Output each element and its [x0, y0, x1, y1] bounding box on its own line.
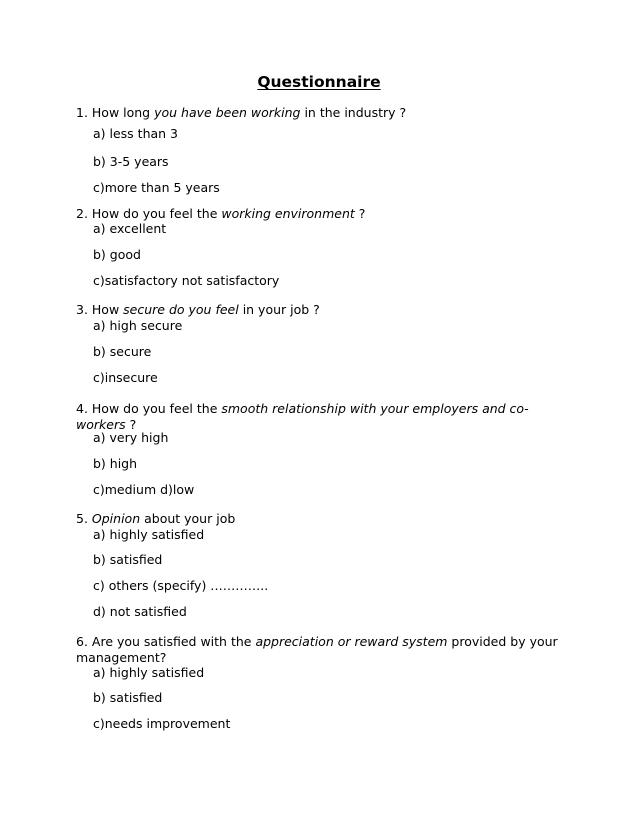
option-1c: c)more than 5 years [93, 180, 220, 195]
question-text: 3. How [76, 302, 124, 317]
question-emphasis: Opinion [91, 511, 141, 526]
page-title: Questionnaire [257, 73, 381, 91]
question-text: provided by your management? [76, 634, 558, 665]
question-text: 6. Are you satisfied with the [76, 634, 256, 649]
question-2 [76, 206, 566, 222]
option-1a: a) less than 3 [93, 126, 179, 141]
option-3a: a) high secure [93, 318, 183, 333]
question-text: ? [354, 206, 366, 221]
option-6c: c)needs improvement [93, 716, 231, 731]
question-text: 1. How long [76, 105, 155, 120]
option-3c: c)insecure [93, 370, 158, 385]
option-4b: b) high [93, 456, 138, 471]
question-emphasis: working environment [221, 206, 355, 221]
option-5b: b) satisfied [93, 552, 163, 567]
question-5 [76, 511, 566, 527]
option-6b: b) satisfied [93, 690, 163, 705]
option-4c: c)medium d)low [93, 482, 195, 497]
question-text: in your job ? [238, 302, 320, 317]
option-3b: b) secure [93, 344, 152, 359]
question-text: in the industry ? [300, 105, 407, 120]
option-2a: a) excellent [93, 221, 167, 236]
question-emphasis: you have been working [154, 105, 301, 120]
question-emphasis: smooth relationship with your employers and co-workers [76, 401, 529, 432]
question-text: 5. [76, 511, 92, 526]
question-emphasis: secure do you feel [123, 302, 239, 317]
question-6 [76, 634, 566, 666]
question-text: ? [125, 417, 137, 432]
option-5a: a) highly satisfied [93, 527, 205, 542]
question-text: 4. How do you feel the [76, 401, 222, 416]
question-text: about your job [140, 511, 236, 526]
option-2c: c)satisfactory not satisfactory [93, 273, 280, 288]
question-emphasis: appreciation or reward system [255, 634, 448, 649]
question-3 [76, 302, 566, 318]
option-6a: a) highly satisfied [93, 665, 205, 680]
question-1 [76, 105, 566, 121]
option-5c: c) others (specify) ………….. [93, 578, 269, 593]
option-1b: b) 3-5 years [93, 154, 169, 169]
option-4a: a) very high [93, 430, 169, 445]
question-4 [76, 401, 566, 433]
option-5d: d) not satisfied [93, 604, 187, 619]
question-text: 2. How do you feel the [76, 206, 222, 221]
option-2b: b) good [93, 247, 141, 262]
